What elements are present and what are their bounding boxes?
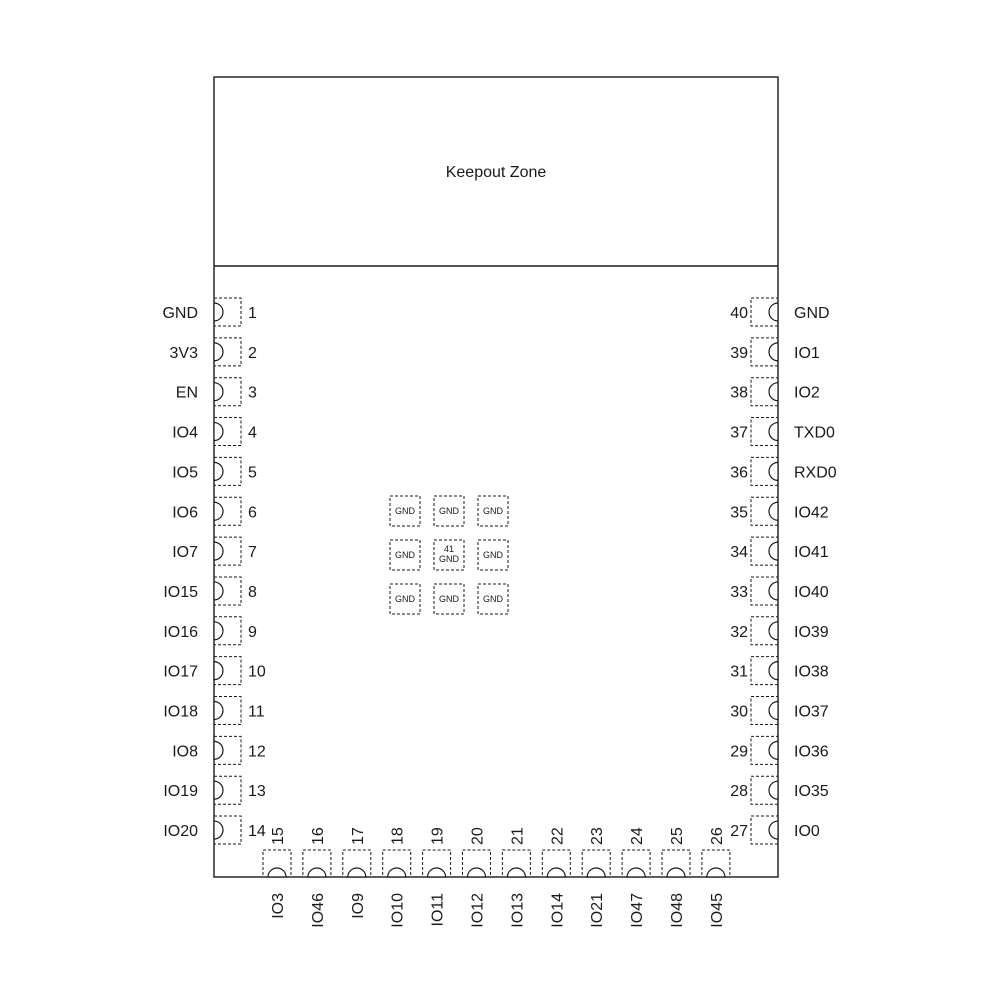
castellated-notch [769,383,778,401]
right-pin [730,338,820,366]
castellated-notch [268,868,286,877]
pin-number: 28 [730,783,748,801]
pin-name-label: IO4 [172,424,198,442]
pin-name-label: IO21 [589,893,607,928]
right-pin [730,457,837,485]
pin-number: 40 [730,305,748,322]
ground-pad-label: GND [483,506,503,516]
ground-pad [390,540,420,570]
keepout-zone-label: Keepout Zone [445,164,547,181]
pin-number: 15 [270,827,287,845]
castellated-notch [214,423,223,441]
pin-number: 12 [248,743,266,761]
pin-name-label: IO9 [349,893,367,919]
pin-name-label: IO37 [794,703,829,721]
pin-name-label: IO15 [163,583,198,601]
pin-name-label: IO14 [549,893,567,928]
pin-number: 32 [730,623,748,641]
pin-name-label: GND [162,305,198,322]
castellated-notch [348,868,366,877]
pin-name-label: IO39 [794,623,829,641]
pin-number: 25 [669,827,686,845]
castellated-notch [769,502,778,520]
pin-name-label: IO19 [163,783,198,801]
pin-name-label: IO38 [794,663,829,681]
pin-number: 16 [309,827,327,845]
pin-name-label: IO17 [163,663,198,681]
pin-number: 13 [248,783,266,801]
pin-number: 27 [730,823,748,841]
pin-number: 38 [730,384,748,402]
pin-name-label: IO3 [270,893,287,919]
pin-number: 19 [429,827,447,845]
castellated-notch [769,741,778,759]
castellated-notch [214,622,223,640]
castellated-notch [769,303,778,321]
pin-name-label: IO13 [509,893,527,928]
pin-name-label: IO1 [794,344,820,362]
left-pin [172,736,266,764]
castellated-notch [707,868,725,877]
pin-name-label: IO45 [708,893,726,928]
castellated-notch [308,868,326,877]
castellated-notch [214,303,223,321]
castellated-notch [428,868,446,877]
pin-number: 1 [248,305,257,322]
pin-number: 26 [708,827,726,845]
pin-name-label: IO18 [163,703,198,721]
module-outline [214,77,778,877]
pin-name-label: 3V3 [169,344,198,362]
pin-name-label: IO12 [469,893,487,928]
pin-name-label: IO2 [794,384,820,402]
castellated-notch [468,868,486,877]
ground-pad [434,540,464,570]
castellated-notch [547,868,565,877]
castellated-notch [769,542,778,560]
pin-number: 39 [730,344,748,362]
right-pin [730,736,829,764]
ground-pad [478,584,508,614]
pin-number: 17 [349,827,367,845]
right-pin [730,617,829,645]
bottom-pin [263,827,291,919]
pin-number: 21 [509,827,527,845]
ground-pad [434,496,464,526]
right-pin [730,776,829,804]
right-pin [730,298,829,326]
castellated-notch [214,582,223,600]
pin-number: 2 [248,344,257,362]
pin-name-label: IO16 [163,623,198,641]
pin-number: 4 [248,424,257,442]
right-pin [730,418,835,446]
pin-number: 23 [589,827,607,845]
ground-pad-label: GND [439,506,459,516]
right-pin [730,378,820,406]
pin-number: 20 [469,827,487,845]
pin-number: 30 [730,703,748,721]
right-pin-group [730,298,837,844]
left-pin [163,697,264,725]
pin-name-label: RXD0 [794,464,837,482]
pin-name-label: IO10 [389,893,407,928]
ground-pad-label: GND [395,506,415,516]
castellated-notch [214,702,223,720]
ground-pad [434,584,464,614]
pin-name-label: IO35 [794,783,829,801]
pin-name-label: IO0 [794,823,820,841]
castellated-notch [214,662,223,680]
castellated-notch [627,868,645,877]
pin-name-label: IO7 [172,544,198,562]
pin-name-label: IO5 [172,464,198,482]
ground-pad [390,496,420,526]
ground-pad [478,496,508,526]
ground-pad [390,584,420,614]
castellated-notch [214,781,223,799]
castellated-notch [769,821,778,839]
pin-name-label: IO8 [172,743,198,761]
pin-number: 34 [730,544,748,562]
left-pin [176,378,257,406]
castellated-notch [214,502,223,520]
castellated-notch [667,868,685,877]
ground-pad-label: GND [439,594,459,604]
pin-number: 14 [248,823,266,841]
castellated-notch [769,582,778,600]
center-ground-pad-array [390,496,508,614]
pin-number: 7 [248,544,257,562]
pin-number: 6 [248,504,257,522]
left-pin [170,338,257,366]
pin-number: 37 [730,424,748,442]
castellated-notch [214,542,223,560]
pin-name-label: IO36 [794,743,829,761]
pin-number: 11 [248,703,265,721]
right-pin [730,577,829,605]
bottom-pin [343,827,371,919]
pin-name-label: IO41 [794,544,829,562]
pin-number: 5 [248,464,257,482]
castellated-notch [214,343,223,361]
right-pin [730,537,829,565]
pin-number: 22 [549,827,567,845]
castellated-notch [214,821,223,839]
castellated-notch [214,383,223,401]
ground-pad [478,540,508,570]
pin-number: 9 [248,623,257,641]
pin-name-label: IO6 [172,504,198,522]
ground-pad-label: GND [483,594,503,604]
castellated-notch [769,462,778,480]
pin-name-label: IO46 [309,893,327,928]
pin-number: 31 [730,663,748,681]
castellated-notch [214,741,223,759]
castellated-notch [769,662,778,680]
pin-name-label: GND [794,305,830,322]
left-pin [163,617,257,645]
left-pin [162,298,257,326]
ground-pad-label: GND [395,594,415,604]
ground-pad-label: GND [483,550,503,560]
pin-number: 24 [629,827,647,845]
castellated-notch [769,343,778,361]
right-pin [730,697,829,725]
pin-number: 10 [248,663,266,681]
right-pin [730,657,829,685]
pin-name-label: IO48 [669,893,686,928]
pin-name-label: TXD0 [794,424,835,442]
pin-number: 8 [248,583,257,601]
pin-number: 35 [730,504,748,522]
pin-name-label: IO47 [629,893,647,928]
castellated-notch [587,868,605,877]
left-pin [163,577,257,605]
castellated-notch [507,868,525,877]
pin-name-label: IO42 [794,504,829,522]
castellated-notch [769,622,778,640]
castellated-notch [769,702,778,720]
pin-number: 36 [730,464,748,482]
pin-number: 3 [248,384,257,402]
castellated-notch [769,781,778,799]
pin-number: 18 [389,827,407,845]
pin-number: 33 [730,583,748,601]
ground-pad-label: 41 GND [439,544,459,564]
ground-pad-label: GND [395,550,415,560]
castellated-notch [388,868,406,877]
pin-number: 29 [730,743,748,761]
pin-name-label: IO40 [794,583,829,601]
castellated-notch [214,462,223,480]
right-pin [730,816,820,844]
pin-name-label: IO11 [429,893,447,927]
castellated-notch [769,423,778,441]
pin-name-label: IO20 [163,823,198,841]
right-pin [730,497,829,525]
pin-name-label: EN [175,384,198,402]
